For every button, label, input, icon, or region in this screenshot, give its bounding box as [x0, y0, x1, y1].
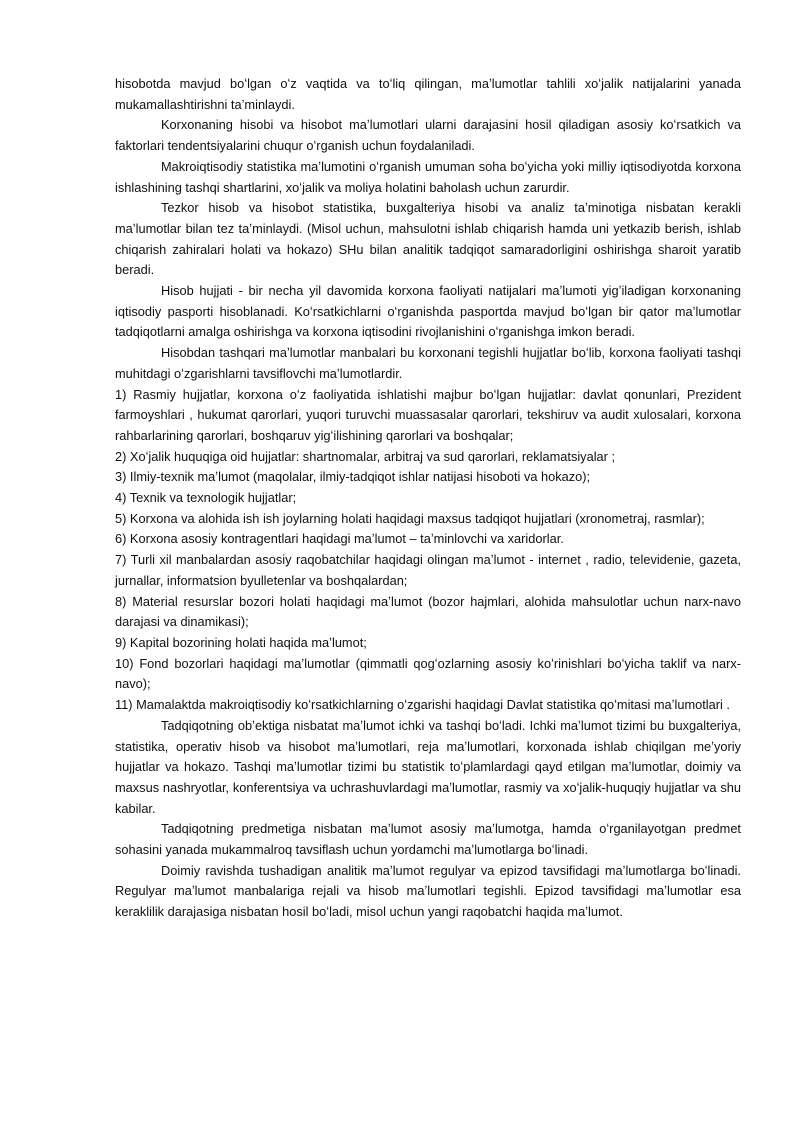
- paragraph-8: Tadqiqotning predmetiga nisbatan maʼlumot asosiy maʼlumotga, hamda oʻrganilayotgan predmet sohasini yanada mukammalroq tavsiflash uchun yordamchi maʼlumotlarga boʻlinadi.: [115, 821, 741, 858]
- paragraph-4: Tezkor hisob va hisobot statistika, buxgalteriya hisobi va analiz taʼminotiga nisbatan kerakli maʼlumotlar bilan tez taʼminlaydi. (Misol uchun, mahsulotni ishlab chiqarish hamda uni yetkazib berish, ishlab chiqarish zahiralari holati va hokazo) SHu bilan analitik tadqiqot samaradorligini oshirishga sharoit yaratib beradi.: [115, 200, 741, 278]
- document-page: [115, 74, 741, 923]
- list-item-5: 5) Korxona va alohida ish ish joylarning holati haqidagi maxsus tadqiqot hujjatlari (xronometraj, rasmlar);: [115, 510, 705, 526]
- paragraph-3: Makroiqtisodiy statistika maʼlumotini oʻrganish umuman soha boʻyicha yoki milliy iqtisodiyotda korxona ishlashining tashqi shartlarini, xoʻjalik va moliya holatini baholash uchun zarurdir.: [115, 158, 741, 195]
- list-item-6: 6) Korxona asosiy kontragentlari haqidagi maʼlumot – taʼminlovchi va xaridorlar.: [115, 531, 564, 547]
- list-item-8: 8) Material resurslar bozori holati haqidagi maʼlumot (bozor hajmlari, alohida mahsulotlar uchun narx-navo darajasi va dinamikasi);: [115, 593, 741, 630]
- list-item-3: 3) Ilmiy-texnik maʼlumot (maqolalar, ilmiy-tadqiqot ishlar natijasi hisoboti va hokazo);: [115, 469, 591, 485]
- list-item-1: 1) Rasmiy hujjatlar, korxona oʻz faoliyatida ishlatishi majbur boʻlgan hujjatlar: davlat qonunlari, Prezident farmoyshlari , hukumat qarorlari, yuqori turuvchi muassasalar qarorlari, tekshiruv va audit xulosalari, korxona rahbarlarining qarorlari, boshqaruv yigʻilishining qarorlari va boshqalar;: [115, 386, 741, 443]
- list-item-2: 2) Xoʻjalik huquqiga oid hujjatlar: shartnomalar, arbitraj va sud qarorlari, reklamatsiyalar ;: [115, 448, 616, 464]
- list-item-11: 11) Mamalaktda makroiqtisodiy koʻrsatkichlarning oʻzgarishi haqidagi Davlat statistika qoʻmitasi maʼlumotlari .: [115, 697, 730, 713]
- list-item-4: 4) Texnik va texnologik hujjatlar;: [115, 490, 297, 506]
- list-item-7: 7) Turli xil manbalardan asosiy raqobatchilar haqidagi olingan maʼlumot - internet , radio, televidenie, gazeta, jurnallar, informatsion byulletenlar va boshqalardan;: [115, 552, 741, 588]
- paragraph-2: Korxonaning hisobi va hisobot maʼlumotlari ularni darajasini hosil qiladigan asosiy koʻrsatkich va faktorlari tendentsiyalarini chuqur oʻrganish uchun foydalaniladi.: [115, 117, 741, 154]
- paragraph-1: hisobotda mavjud boʻlgan oʻz vaqtida va toʻliq qilingan, maʼlumotlar tahlili xoʻjalik natijalarini yanada mukamallashtirishni taʼminlaydi.: [115, 76, 741, 112]
- list-item-10: 10) Fond bozorlari haqidagi maʼlumotlar (qimmatli qogʻozlarning asosiy koʻrinishlari boʻyicha taklif va narx-navo);: [115, 655, 741, 692]
- paragraph-9: Doimiy ravishda tushadigan analitik maʼlumot regulyar va epizod tavsifidagi maʼlumotlarga boʻlinadi. Regulyar maʼlumot manbalariga rejali va hisob maʼlumotlari tegishli. Epizod tavsifidagi maʼlumotlar esa keraklilik darajasiga nisbatan hosil boʻladi, misol uchun yangi raqobatchi haqida maʼlumot.: [115, 862, 741, 920]
- paragraph-5: Hisob hujjati - bir necha yil davomida korxona faoliyati natijalari maʼlumoti yigʼiladigan korxonaning iqtisodiy pasporti hisoblanadi. Koʻrsatkichlarni oʻrganishda pasportda mavjud boʻlgan bir qator maʼlumotlar tadqiqotlarni amalga oshirishga va korxona iqtisodini rivojlanishini oʻrganishga imkon beradi.: [115, 283, 741, 340]
- list-item-9: 9) Kapital bozorining holati haqida maʼlumot;: [115, 634, 367, 650]
- paragraph-6: Hisobdan tashqari maʼlumotlar manbalari bu korxonani tegishli hujjatlar boʻlib, korxona faoliyati tashqi muhitdagi oʻzgarishlarni tavsiflovchi maʼlumotlardir.: [115, 345, 741, 381]
- paragraph-7: Tadqiqotning obʼektiga nisbatat maʼlumot ichki va tashqi boʻladi. Ichki maʼlumot tizimi bu buxgalteriya, statistika, operativ hisob va hisobot maʼlumotlari, reja maʼlumotlari, korxonada ishlab chiqilgan meʼyoriy hujjatlar va hokazo. Tashqi maʼlumotlar tizimi bu statistik toʻplamlardagi qayd etilgan maʼlumotlar, doimiy va maxsus nashryotlar, konferentsiya va uchrashuvlardagi maʼlumotlar, rasmiy va xoʻjalik-huquqiy hujjatlar va shu kabilar.: [115, 717, 741, 816]
